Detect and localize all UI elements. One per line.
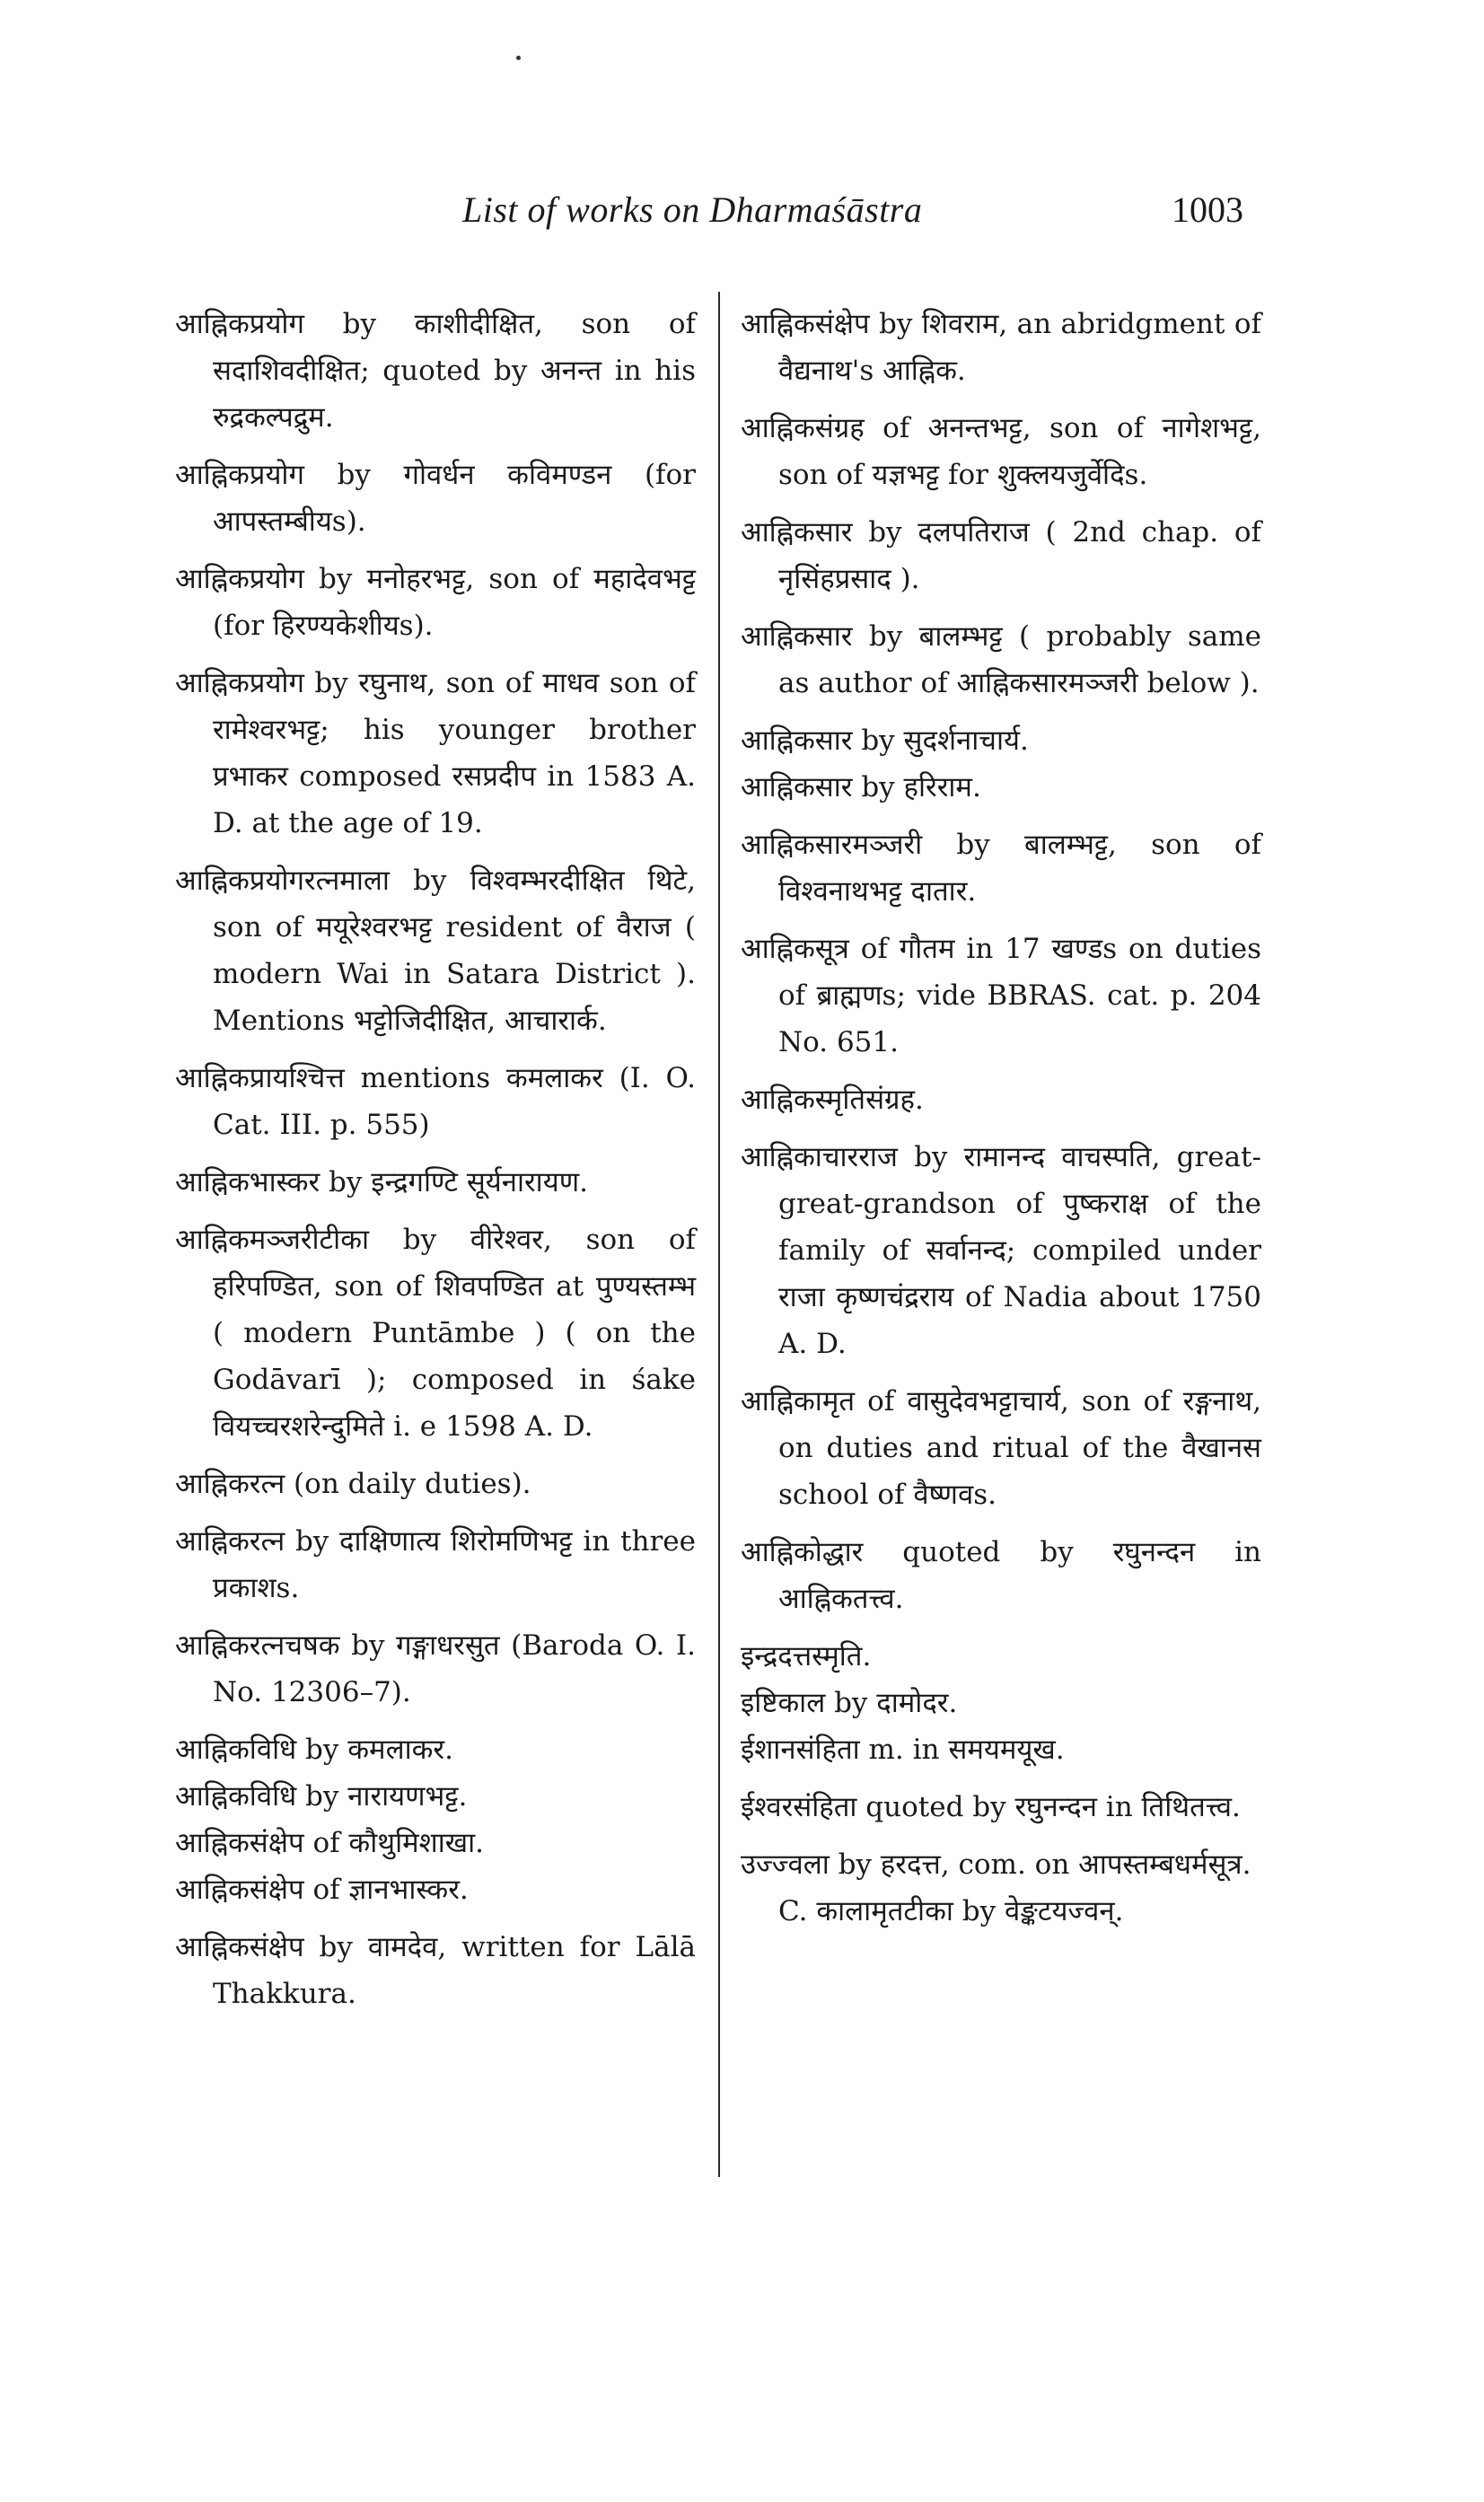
entry: आह्निकामृत of वासुदेवभट्टाचार्य, son of रङ्गनाथ, on duties and ritual of the वैखानस school of वैष्णवs. (741, 1385, 1261, 1511)
entry: C. कालामृतटीका by वेङ्कटयज्वन्. (778, 1895, 1124, 1927)
entry: आह्निकस्मृतिसंग्रह. (741, 1084, 924, 1116)
entry: आह्निकप्रयोग by काशीदीक्षित, son of सदाशिवदीक्षित; quoted by अनन्त in his रुद्रकल्पद्रुम. (175, 308, 696, 434)
entry: आह्निकसार by सुदर्शनाचार्य. (741, 724, 1029, 757)
entry: आह्निकमञ्जरीटीका by वीरेश्वर, son of हरिपण्डित, son of शिवपण्डित at पुण्यस्तम्भ ( modern Puntāmbe ) ( on the Godāvarī ); composed in śake वियच्चरशरेन्दुमिते i. e 1598 A. D. (175, 1224, 696, 1443)
entry: आह्निकसंक्षेप by वामदेव, written for Lālā Thakkura. (175, 1931, 696, 2010)
ink-speck (516, 56, 521, 60)
entry: आह्निकप्रयोगरत्नमाला by विश्वम्भरदीक्षित थिटे, son of मयूरेश्वरभट्ट resident of वैराज ( modern Wai in Satara District ). Mentions भट्टोजिदीक्षित, आचारार्क. (175, 865, 696, 1037)
entry: आह्निकप्रायश्चित्त mentions कमलाकर (I. O. Cat. III. p. 555) (175, 1062, 696, 1141)
entry: आह्निकसार by बालम्भट्ट ( probably same as author of आह्निकसारमञ्जरी below ). (741, 620, 1261, 699)
entry: आह्निकरत्न by दाक्षिणात्य शिरोमणिभट्ट in three प्रकाशs. (175, 1525, 696, 1604)
entry: आह्निकसारमञ्जरी by बालम्भट्ट, son of विश्वनाथभट्ट दातार. (741, 829, 1261, 908)
entry: ईश्वरसंहिता quoted by रघुनन्दन in तिथितत्त्व. (741, 1791, 1241, 1823)
entry: आह्निकसूत्र of गौतम in 17 खण्डs on duties of ब्राह्मणs; vide BBRAS. cat. p. 204 No. 651. (741, 933, 1261, 1058)
entry: आह्निकप्रयोग by गोवर्धन कविमण्डन (for आपस्तम्बीयs). (175, 459, 696, 538)
entry: आह्निकप्रयोग by रघुनाथ, son of माधव son of रामेश्वरभट्ट; his younger brother प्रभाकर composed रसप्रदीप in 1583 A. D. at the age of 19. (175, 667, 696, 839)
entry: ईशानसंहिता m. in समयमयूख. (741, 1734, 1065, 1766)
entry: आह्निकाचारराज by रामानन्द वाचस्पति, great-great-grandson of पुष्कराक्ष of the family of सर्वानन्द; compiled under राजा कृष्णचंद्रराय of Nadia about 1750 A. D. (741, 1141, 1261, 1360)
entry: आह्निकोद्धार quoted by रघुनन्दन in आह्निकतत्त्व. (741, 1536, 1261, 1615)
right-column (741, 301, 1261, 1945)
entry: आह्निकप्रयोग by मनोहरभट्ट, son of महादेवभट्ट (for हिरण्यकेशीयs). (175, 563, 696, 642)
entry: आह्निकसंक्षेप of ज्ञानभास्कर. (175, 1874, 469, 1906)
entry: आह्निकविधि by नारायणभट्ट. (175, 1780, 468, 1813)
entry: आह्निकरत्न (on daily duties). (175, 1468, 531, 1500)
entry: इष्टिकाल by दामोदर. (741, 1687, 958, 1719)
page-header (0, 189, 1484, 242)
entry: आह्निकसंग्रह of अनन्तभट्ट, son of नागेशभट्ट, son of यज्ञभट्ट for शुक्लयजुर्वेदिs. (741, 412, 1261, 491)
entry: आह्निकसंक्षेप by शिवराम, an abridgment of वैद्यनाथ's आह्निक. (741, 308, 1261, 387)
entry: आह्निकसार by दलपतिराज ( 2nd chap. of नृसिंहप्रसाद ). (741, 516, 1261, 595)
running-title: List of works on Dharmaśāstra (462, 189, 923, 230)
entry: आह्निकभास्कर by इन्द्रगण्टि सूर्यनारायण. (175, 1166, 588, 1198)
entry: उज्ज्वला by हरदत्त, com. on आपस्तम्बधर्मसूत्र. (741, 1848, 1251, 1881)
page-number: 1003 (1172, 189, 1243, 230)
entry: इन्द्रदत्तस्मृति. (741, 1640, 872, 1672)
left-column (175, 301, 696, 2028)
entry: आह्निकसार by हरिराम. (741, 771, 981, 803)
entry: आह्निकविधि by कमलाकर. (175, 1734, 453, 1766)
column-divider (718, 292, 720, 2177)
entry: आह्निकसंक्षेप of कौथुमिशाखा. (175, 1827, 484, 1859)
entry: आह्निकरत्नचषक by गङ्गाधरसुत (Baroda O. I. No. 12306–7). (175, 1629, 696, 1708)
